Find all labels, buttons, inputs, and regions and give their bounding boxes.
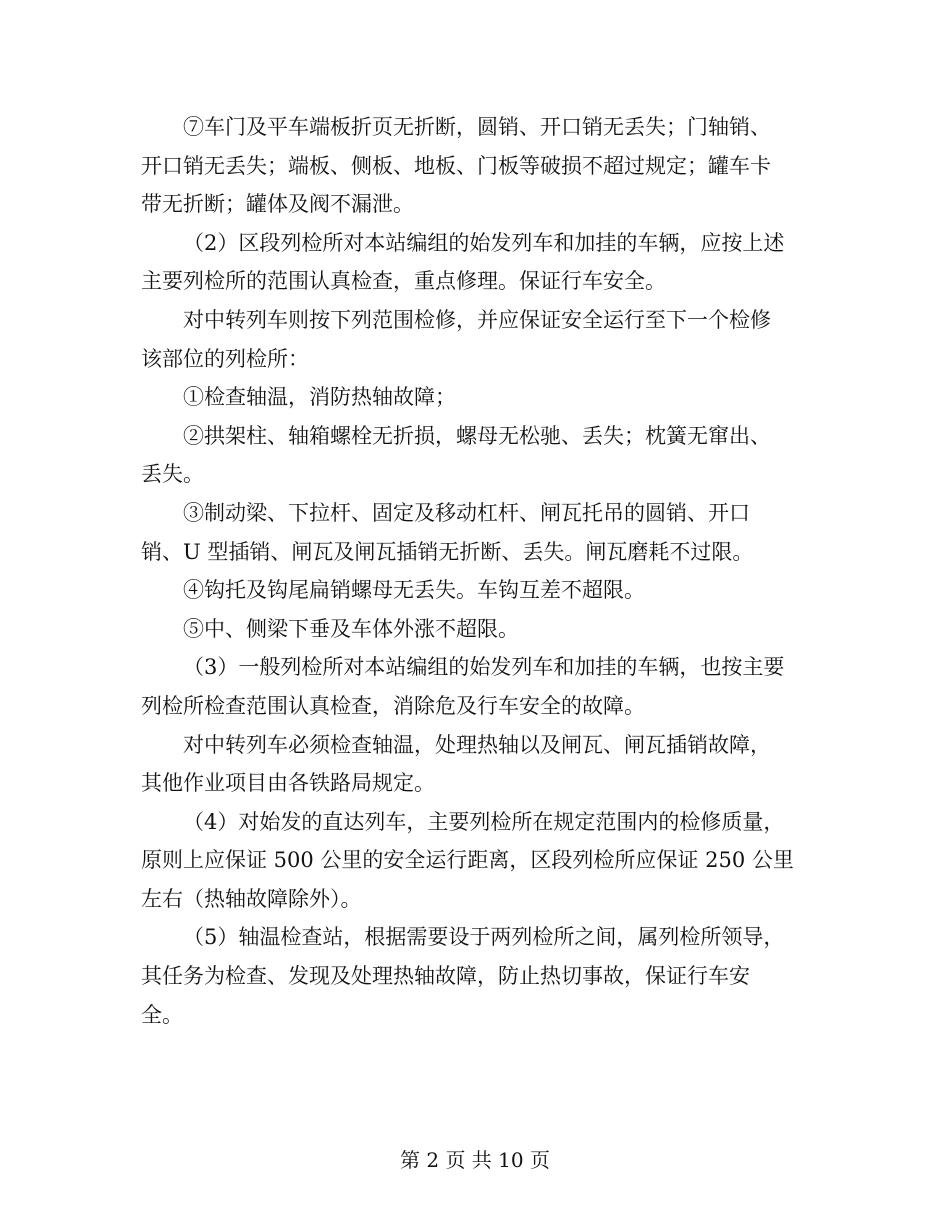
paragraph-section-4 xyxy=(141,803,811,919)
paragraph-line: ③制动梁、下拉杆、固定及移动杠杆、闸瓦托吊的圆销、开口 xyxy=(183,500,750,525)
paragraph-line: 丢失。 xyxy=(141,462,204,487)
paragraph-section-3 xyxy=(141,648,811,725)
paragraph-line: ⑤中、侧梁下垂及车体外涨不超限。 xyxy=(183,616,519,641)
paragraph-line: 带无折断；罐体及阀不漏泄。 xyxy=(141,192,414,217)
paragraph-item-1 xyxy=(141,378,811,417)
paragraph-line: 其他作业项目由各铁路局规定。 xyxy=(141,771,435,796)
page-number-footer: 第 2 页 共 10 页 xyxy=(400,1148,550,1172)
paragraph-line: （4）对始发的直达列车，主要列检所在规定范围内的检修质量， xyxy=(183,809,785,834)
paragraph-line: ④钩托及钩尾扁销螺母无丢失。车钩互差不超限。 xyxy=(183,578,645,603)
paragraph-line: 主要列检所的范围认真检查，重点修理。保证行车安全。 xyxy=(141,269,666,294)
paragraph-item-7 xyxy=(141,108,811,224)
paragraph-transit-axle-temp xyxy=(141,726,811,803)
paragraph-line: 该部位的列检所： xyxy=(141,346,309,371)
paragraph-line: 销、U 型插销、闸瓦及闸瓦插销无折断、丢失。闸瓦磨耗不过限。 xyxy=(141,539,754,564)
paragraph-line: ②拱架柱、轴箱螺栓无折损，螺母无松驰、丢失；枕簧无窜出、 xyxy=(183,423,771,448)
paragraph-line: ⑦车门及平车端板折页无折断，圆销、开口销无丢失；门轴销、 xyxy=(183,115,771,139)
paragraph-line: （3）一般列检所对本站编组的始发列车和加挂的车辆，也按主要 xyxy=(183,655,785,680)
paragraph-line: 左右（热轴故障除外）。 xyxy=(141,886,362,911)
paragraph-line: 对中转列车则按下列范围检修，并应保证安全运行至下一个检修 xyxy=(183,307,771,332)
paragraph-transit-trains xyxy=(141,301,811,378)
paragraph-line: 原则上应保证 500 公里的安全运行距离，区段列检所应保证 250 公里 xyxy=(141,848,794,873)
paragraph-line: 全。 xyxy=(141,1002,183,1027)
paragraph-line: 对中转列车必须检查轴温，处理热轴以及闸瓦、闸瓦插销故障， xyxy=(183,732,771,757)
paragraph-line: （2）区段列检所对本站编组的始发列车和加挂的车辆，应按上述 xyxy=(183,230,785,255)
paragraph-item-5 xyxy=(141,610,811,649)
paragraph-line: （5）轴温检查站，根据需要设于两列检所之间，属列检所领导， xyxy=(183,925,785,950)
paragraph-item-2 xyxy=(141,417,811,494)
body-text xyxy=(141,108,811,1034)
paragraph-line: 其任务为检查、发现及处理热轴故障，防止热切事故，保证行车安 xyxy=(141,964,750,989)
paragraph-line: 开口销无丢失；端板、侧板、地板、门板等破损不超过规定；罐车卡 xyxy=(141,153,771,178)
paragraph-item-4 xyxy=(141,571,811,610)
paragraph-line: ①检查轴温，消防热轴故障； xyxy=(183,385,456,410)
paragraph-section-5 xyxy=(141,918,811,1034)
paragraph-item-3 xyxy=(141,494,811,571)
paragraph-line: 列检所检查范围认真检查，消除危及行车安全的故障。 xyxy=(141,693,645,718)
paragraph-section-2 xyxy=(141,224,811,301)
